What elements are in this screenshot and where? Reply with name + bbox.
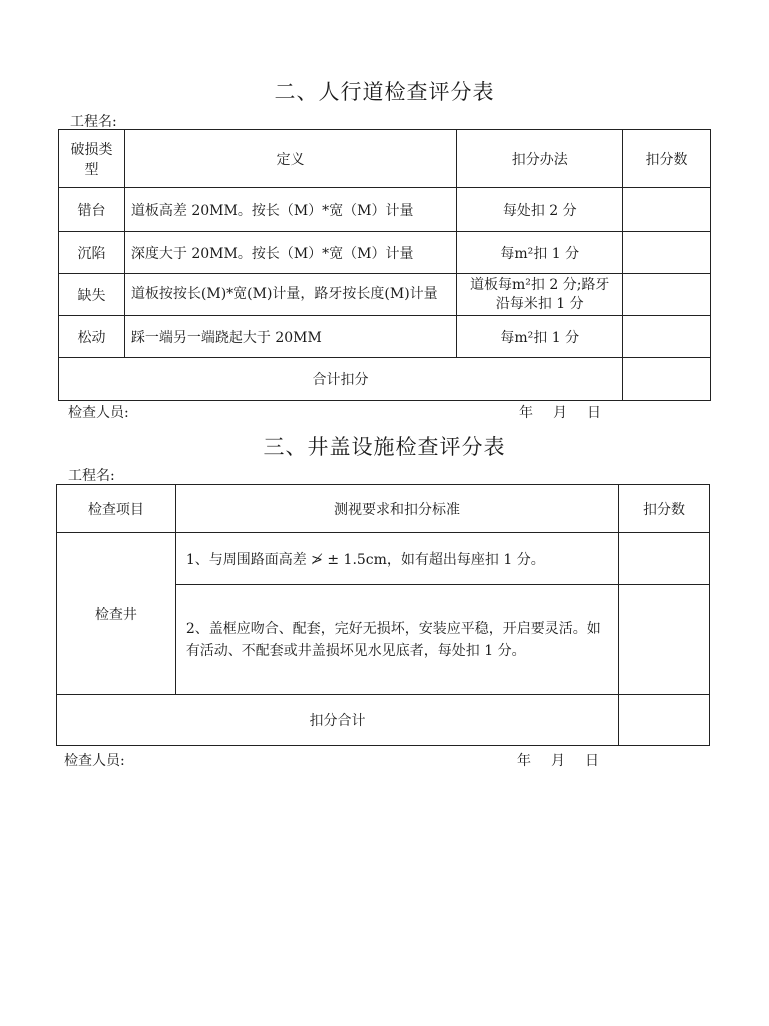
table-row (59, 274, 711, 316)
month-label: 月 (551, 753, 565, 769)
damage-type-cell: 错台 (59, 188, 125, 232)
definition-cell: 道板高差 20MM。按长（M）*宽（M）计量 (124, 188, 456, 232)
section3-project-label: 工程名: (68, 468, 115, 484)
damage-type-cell: 松动 (59, 316, 125, 358)
total-label: 扣分合计 (57, 695, 619, 746)
year-label: 年 (519, 405, 533, 421)
score-cell[interactable] (623, 316, 711, 358)
pavement-score-table (58, 129, 711, 401)
score-cell[interactable] (623, 274, 711, 316)
section2-inspector-label: 检查人员: (68, 405, 129, 421)
table-header-row (59, 130, 711, 188)
section3-date (517, 750, 599, 770)
inspection-item-cell: 检查井 (57, 533, 176, 695)
section2-title: 二、人行道检查评分表 (274, 80, 495, 104)
day-label: 日 (587, 405, 601, 421)
section2-project-label: 工程名: (70, 114, 117, 130)
year-label: 年 (517, 753, 531, 769)
section2-date (519, 402, 601, 422)
score-cell[interactable] (619, 533, 710, 585)
header-inspection-item: 检查项目 (57, 485, 176, 533)
total-row (57, 695, 710, 746)
method-cell: 每m²扣 1 分 (457, 316, 623, 358)
definition-cell: 道板按按长(M)*宽(M)计量，路牙按长度(M)计量 (124, 274, 456, 316)
day-label: 日 (585, 753, 599, 769)
score-cell[interactable] (619, 585, 710, 695)
definition-cell: 深度大于 20MM。按长（M）*宽（M）计量 (124, 232, 456, 274)
section3-inspector-label: 检查人员: (64, 753, 125, 769)
header-definition: 定义 (124, 130, 456, 188)
method-cell: 每m²扣 1 分 (457, 232, 623, 274)
table-row (59, 316, 711, 358)
score-cell[interactable] (623, 188, 711, 232)
manhole-score-table (56, 484, 710, 746)
table-row (57, 533, 710, 585)
damage-type-cell: 沉陷 (59, 232, 125, 274)
section3-title: 三、井盖设施检查评分表 (263, 435, 506, 459)
header-criteria: 测视要求和扣分标准 (175, 485, 618, 533)
header-deduction-method: 扣分办法 (457, 130, 623, 188)
method-cell: 每处扣 2 分 (457, 188, 623, 232)
table-header-row (57, 485, 710, 533)
total-score-cell[interactable] (619, 695, 710, 746)
method-cell: 道板每m²扣 2 分;路牙沿每米扣 1 分 (457, 274, 623, 316)
table-row (59, 188, 711, 232)
score-cell[interactable] (623, 232, 711, 274)
total-row (59, 358, 711, 401)
table-row (59, 232, 711, 274)
month-label: 月 (553, 405, 567, 421)
criteria-cell: 1、与周围路面高差 ≯ ± 1.5cm，如有超出每座扣 1 分。 (175, 533, 618, 585)
criteria-cell: 2、盖框应吻合、配套，完好无损坏，安装应平稳，开启要灵活。如有活动、不配套或井盖损坏见水见底者，每处扣 1 分。 (175, 585, 618, 695)
total-label: 合计扣分 (59, 358, 623, 401)
total-score-cell[interactable] (623, 358, 711, 401)
damage-type-cell: 缺失 (59, 274, 125, 316)
header-score: 扣分数 (623, 130, 711, 188)
header-score: 扣分数 (619, 485, 710, 533)
definition-cell: 踩一端另一端跷起大于 20MM (124, 316, 456, 358)
header-damage-type: 破损类型 (59, 130, 125, 188)
